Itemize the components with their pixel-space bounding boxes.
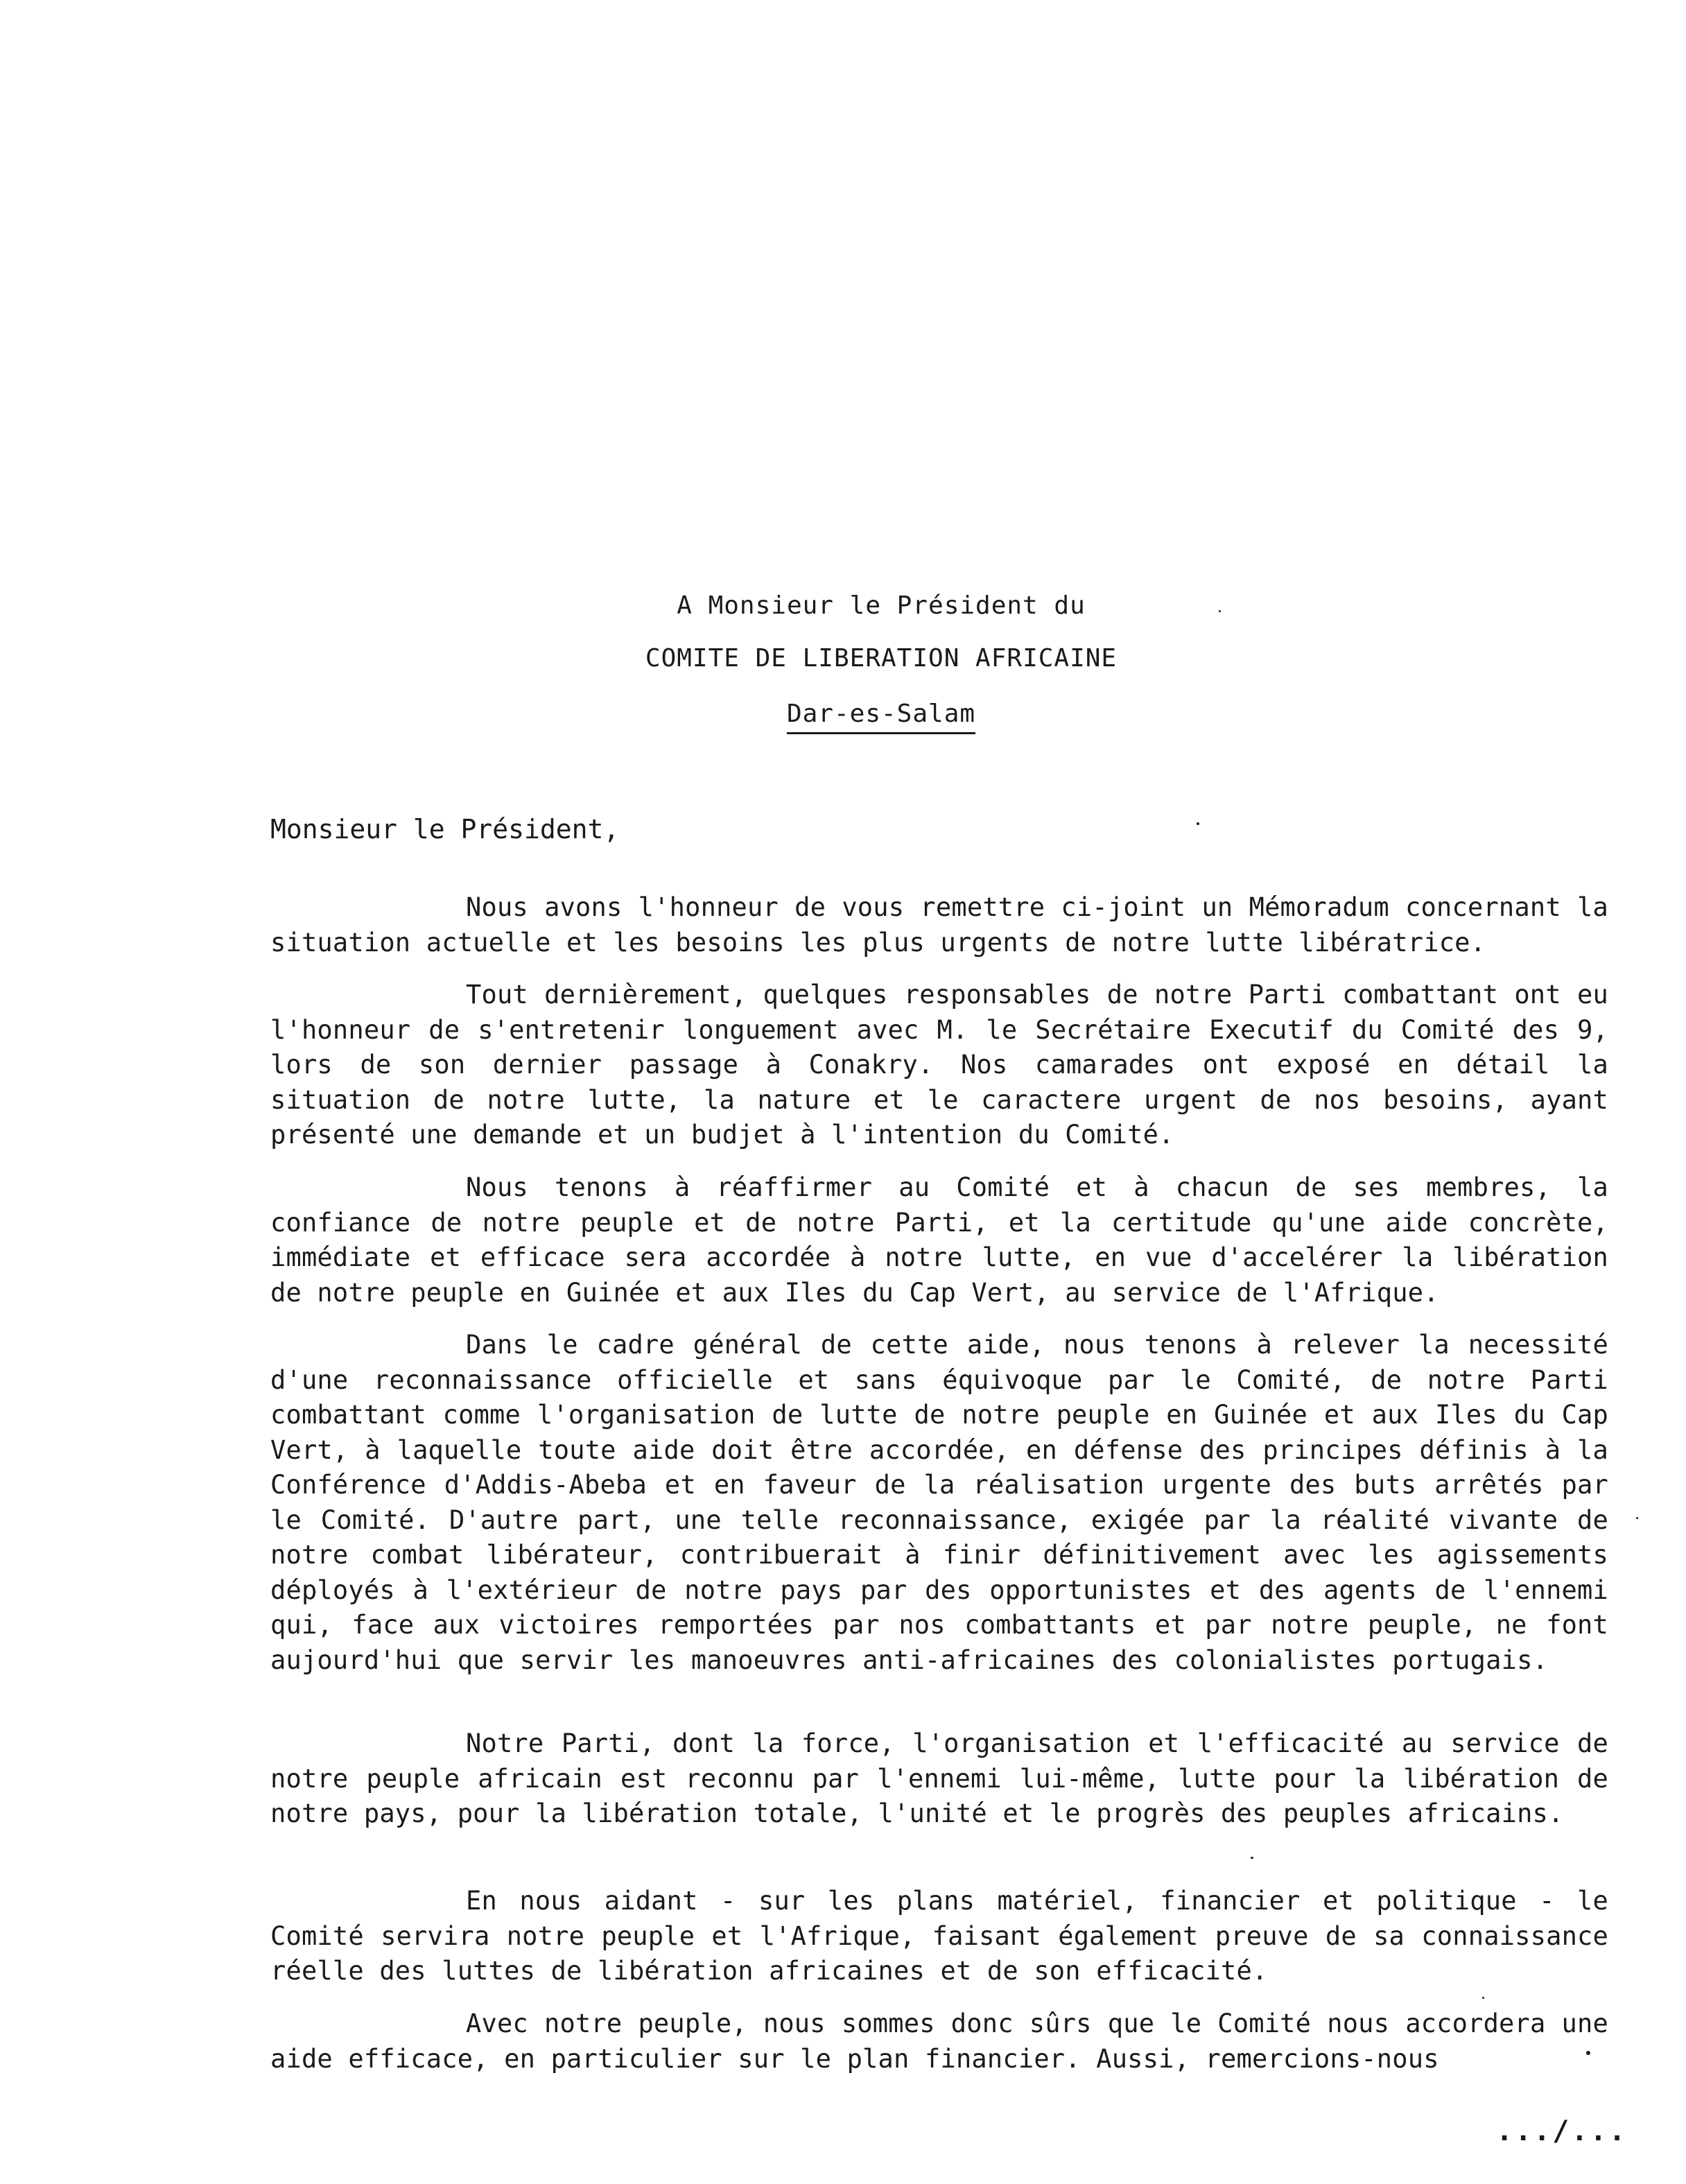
scan-speck — [1219, 610, 1221, 612]
scan-speck — [1586, 2051, 1590, 2055]
paragraph-6: En nous aidant - sur les plans matériel, financier et politique - le Comité servira notre peuple et l'Afrique, faisant également preuve de sa connaissance réelle des luttes de libération africaines et de son efficacité. — [270, 1886, 1608, 1986]
paragraph-1: Nous avons l'honneur de vous remettre ci-joint un Mémoradum concernant la situation actuelle et les besoins les plus urgents de notre lutte libératrice. — [270, 892, 1608, 957]
paragraph-5: Notre Parti, dont la force, l'organisation et l'efficacité au service de notre peuple africain est reconnu par l'ennemi lui-même, lutte pour la libération de notre pays, pour la libération totale, l'unité et le progrès des peuples africains. — [270, 1728, 1608, 1828]
scan-speck — [1251, 1857, 1253, 1859]
scan-speck — [1197, 822, 1199, 825]
scan-speck — [1636, 1517, 1638, 1519]
recipient-city: Dar-es-Salam — [787, 699, 975, 734]
paragraph-7: Avec notre peuple, nous sommes donc sûrs que le Comité nous accordera une aide efficace, en particulier sur le plan financier. Aussi, remercions-nous — [270, 2009, 1608, 2074]
scan-speck — [1482, 1997, 1484, 1999]
recipient-organization: COMITE DE LIBERATION AFRICAINE — [645, 644, 1118, 673]
recipient-city-block — [0, 699, 1686, 734]
salutation: Monsieur le Président, — [270, 814, 620, 844]
paragraph-4: Dans le cadre général de cette aide, nous tenons à relever la necessité d'une reconnaissance officielle et sans équivoque par le Comité, de notre Parti combattant comme l'organisation de lutte de notre peuple en Guinée et aux Iles du Cap Vert, à laquelle toute aide doit être accordée, en défense des principes définis à la Conférence d'Addis-Abeba et en faveur de la réalisation urgente des buts arrêtés par le Comité. D'autre part, une telle reconnaissance, exigée par la réalité vivante de notre combat libérateur, contribuerait à finir définitivement avec les agissements déployés à l'extérieur de notre pays par des opportunistes et des agents de l'ennemi qui, face aux victoires remportées par nos combattants et par notre peuple, ne font aujourd'hui que servir les manoeuvres anti-africaines des colonialistes portugais. — [270, 1330, 1608, 1675]
paragraph-2: Tout dernièrement, quelques responsables de notre Parti combattant ont eu l'honneur de s'entretenir longuement avec M. le Secrétaire Executif du Comité des 9, lors de son dernier passage à Conakry. Nos camarades ont exposé en détail la situation de notre lutte, la nature et le caractere urgent de nos besoins, ayant présenté une demande et un budjet à l'intention du Comité. — [270, 980, 1608, 1150]
paragraph-3: Nous tenons à réaffirmer au Comité et à chacun de ses membres, la confiance de notre peuple et de notre Parti, et la certitude qu'une aide concrète, immédiate et efficace sera accordée à notre lutte, en vue d'accelérer la libération de notre peuple en Guinée et aux Iles du Cap Vert, au service de l'Afrique. — [270, 1172, 1608, 1308]
continuation-mark: .../... — [1496, 2115, 1628, 2147]
recipient-line-1: A Monsieur le Président du — [677, 591, 1086, 620]
